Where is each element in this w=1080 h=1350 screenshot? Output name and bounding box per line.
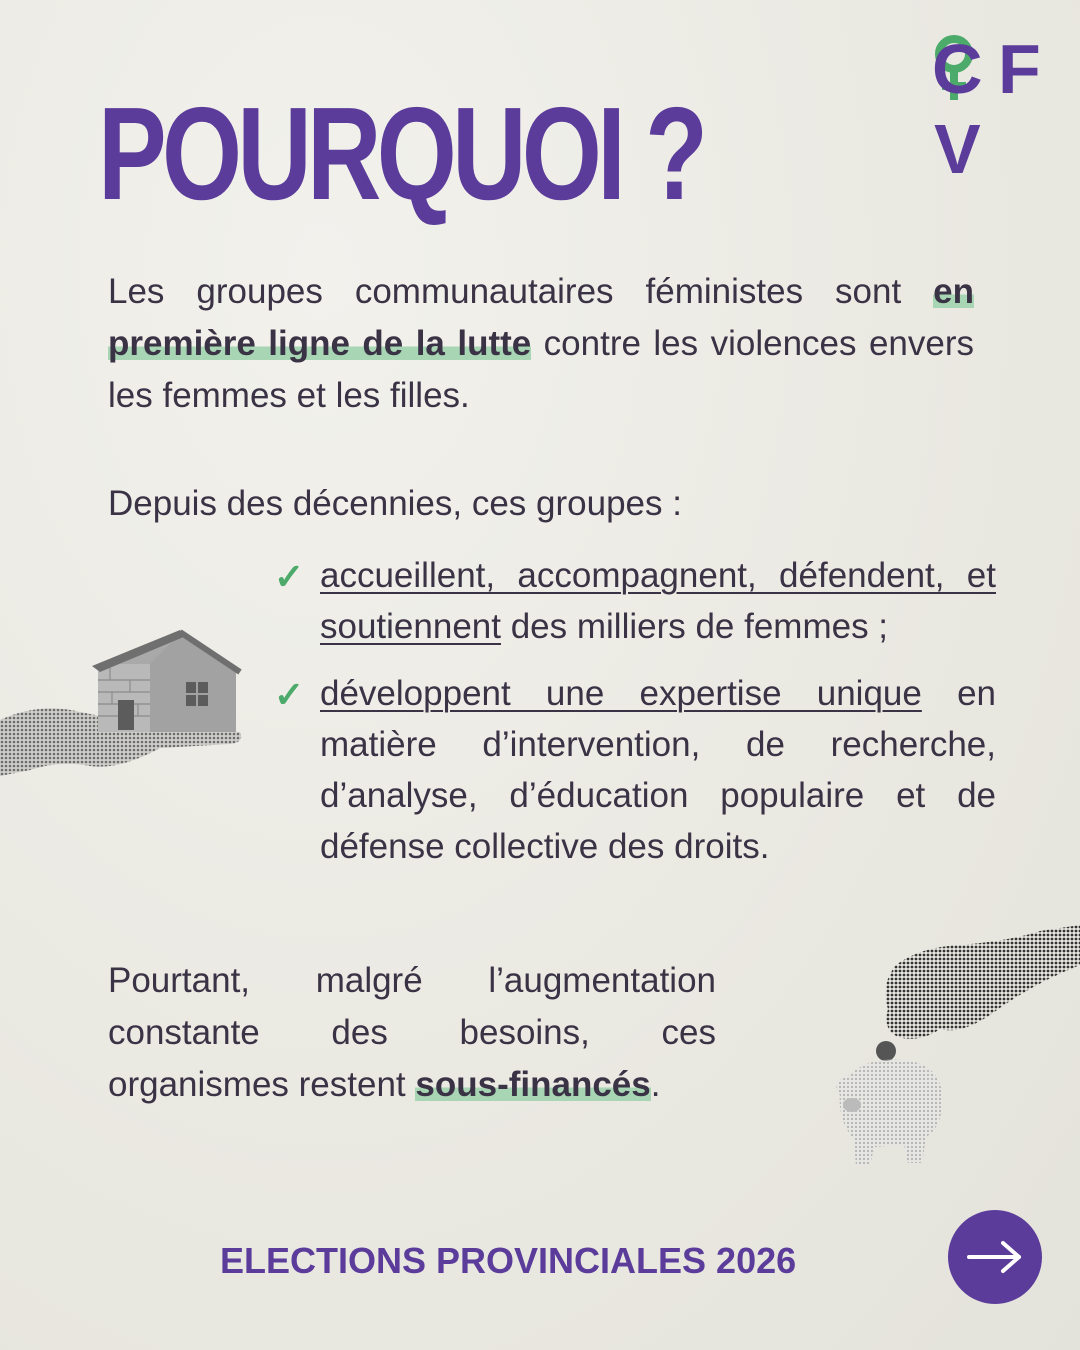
piggy-bank-icon [830,925,1080,1175]
hand-holding-house-icon [0,620,250,780]
bullet-item [320,668,996,872]
conclusion-text-end: . [650,1065,661,1104]
logo-letter-c: C [932,30,983,108]
conclusion-highlight: sous-financés [415,1065,651,1104]
check-icon: ✓ [274,674,305,715]
check-icon: ✓ [274,556,305,597]
next-button[interactable] [948,1210,1042,1304]
logo-letter-f: F [998,30,1041,108]
conclusion-text-start: Pourtant, malgré l’augmentation constante des besoins, ces organismes restent [108,961,716,1104]
conclusion-paragraph [108,955,716,1111]
intro-text-end: contre les violences envers les femmes et les filles. [108,324,974,415]
arrow-right-icon [965,1239,1025,1275]
intro-highlight: en première ligne de la lutte [108,272,974,363]
intro-text-start: Les groupes communautaires féministes sont [108,272,934,311]
decades-paragraph: Depuis des décennies, ces groupes : [108,484,682,523]
bullet-underlined: développent une expertise unique [320,674,922,713]
bullet-underlined: accueillent, accompagnent, défendent, et soutiennent [320,556,996,646]
bullet-rest: des milliers de femmes ; [500,607,889,646]
footer-label: ELECTIONS PROVINCIALES 2026 [220,1240,797,1281]
bullet-rest: en matière d’intervention, de recherche, d’analyse, d’éducation populaire et de défense collective des droits. [320,674,996,866]
intro-paragraph [108,266,974,422]
cfv-logo [930,30,1050,188]
page-title: POURQUOI ? [98,80,704,227]
bullet-item [320,550,996,652]
logo-letter-v: V [934,110,981,188]
